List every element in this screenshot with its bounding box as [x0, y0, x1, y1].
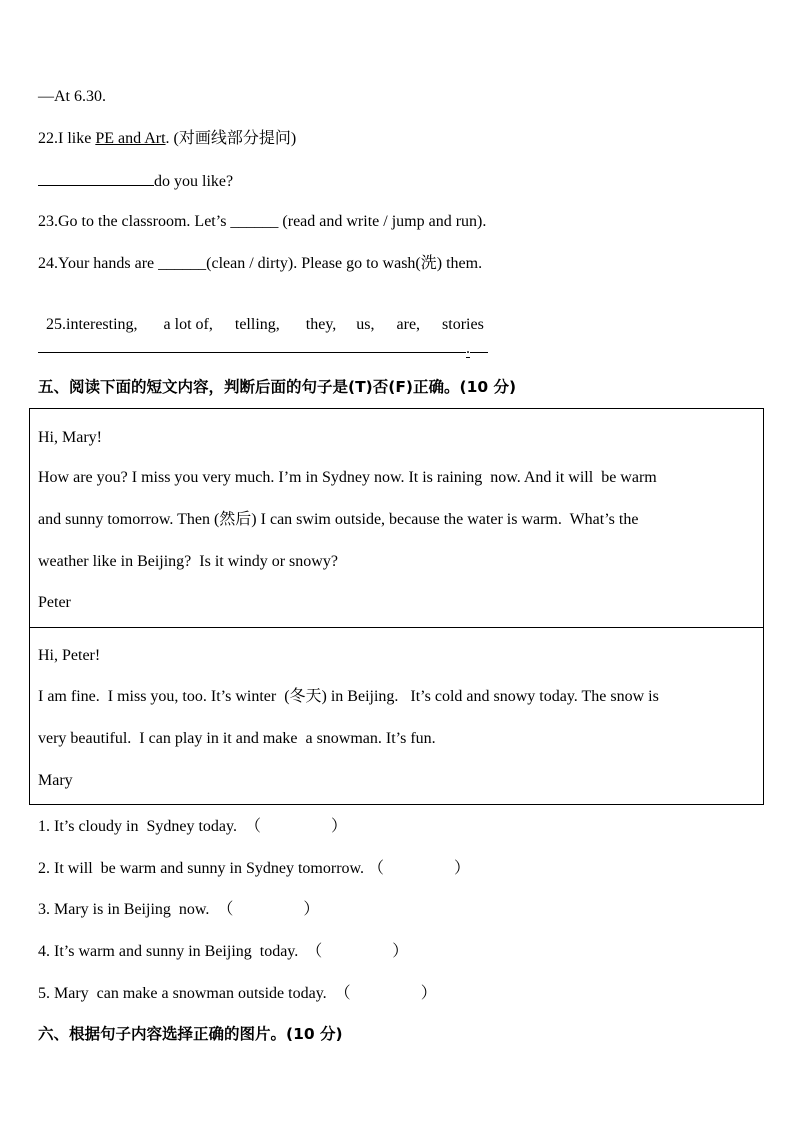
letter-peter: [29, 408, 764, 628]
judge-question-5: [38, 984, 437, 1004]
letter-signature: Peter: [38, 594, 71, 611]
letter-line: How are you? I miss you very much. I’m in Sydney now. It is raining now. And it will be warm: [38, 469, 657, 486]
letter-signature: Mary: [38, 772, 73, 789]
paren-close: ）: [303, 901, 320, 918]
q22-prefix: I like: [58, 130, 96, 147]
letter-line: and sunny tomorrow. Then (然后) I can swim outside, because the water is warm. What’s the: [38, 511, 639, 528]
letter-line: weather like in Beijing? Is it windy or snowy?: [38, 553, 338, 570]
q25-period-text: .: [466, 340, 470, 357]
question-text: 2. It will be warm and sunny in Sydney tomorrow.: [38, 860, 365, 877]
q25-word: 25.interesting,: [46, 316, 138, 333]
question-text: 4. It’s warm and sunny in Beijing today.: [38, 943, 299, 960]
question-25: [38, 295, 484, 335]
answer-time: —At 6.30.: [38, 88, 106, 105]
q22-answer-suffix: do you like?: [154, 173, 234, 190]
answer-blank-tail[interactable]: [470, 337, 488, 353]
letter-line: very beautiful. I can play in it and make a snowman. It’s fun.: [38, 730, 436, 747]
judge-question-4: [38, 942, 408, 962]
question-25-answer: [38, 337, 488, 359]
section-5-heading: 五、阅读下面的短文内容，判断后面的句子是(T)否(F)正确。(10 分): [38, 378, 517, 396]
judge-question-2: [38, 859, 470, 879]
q25-word: stories: [442, 316, 484, 333]
q22-number: 22.: [38, 130, 58, 147]
paren-close: ）: [420, 985, 437, 1002]
paren-open: （: [368, 860, 385, 877]
letter-greeting: Hi, Mary!: [38, 429, 102, 446]
question-22-answer: [38, 170, 233, 192]
answer-blank[interactable]: [38, 337, 466, 353]
paren-open: （: [244, 818, 261, 835]
paren-close: ）: [330, 818, 347, 835]
judge-question-1: [38, 817, 347, 837]
judge-question-3: [38, 900, 319, 920]
question-24: 24.Your hands are ______(clean / dirty). Please go to wash(洗) them.: [38, 255, 483, 272]
q25-word: a lot of,: [163, 316, 213, 333]
question-22: [38, 129, 296, 149]
paren-open: （: [334, 985, 351, 1002]
question-23: 23.Go to the classroom. Let’s ______ (read and write / jump and run).: [38, 213, 487, 230]
letter-line: I am fine. I miss you, too. It’s winter (冬天) in Beijing. It’s cold and snowy today. The snow is: [38, 688, 659, 705]
paren-close: ）: [454, 860, 471, 877]
q25-word: telling,: [234, 316, 280, 333]
question-text: 3. Mary is in Beijing now.: [38, 901, 210, 918]
letter-greeting: Hi, Peter!: [38, 647, 101, 664]
q25-word: they,: [305, 316, 337, 333]
question-text: 5. Mary can make a snowman outside today.: [38, 985, 327, 1002]
answer-blank[interactable]: [38, 170, 154, 186]
paren-open: （: [217, 901, 234, 918]
paren-close: ）: [392, 943, 409, 960]
question-text: 1. It’s cloudy in Sydney today.: [38, 818, 237, 835]
q25-word: are,: [396, 316, 421, 333]
q25-word: us,: [356, 316, 375, 333]
q22-underlined: PE and Art: [95, 130, 166, 147]
q22-suffix: . (对画线部分提问): [165, 130, 297, 147]
section-6-heading: 六、根据句子内容选择正确的图片。(10 分): [38, 1025, 343, 1043]
paren-open: （: [306, 943, 323, 960]
letter-mary: [29, 627, 764, 805]
